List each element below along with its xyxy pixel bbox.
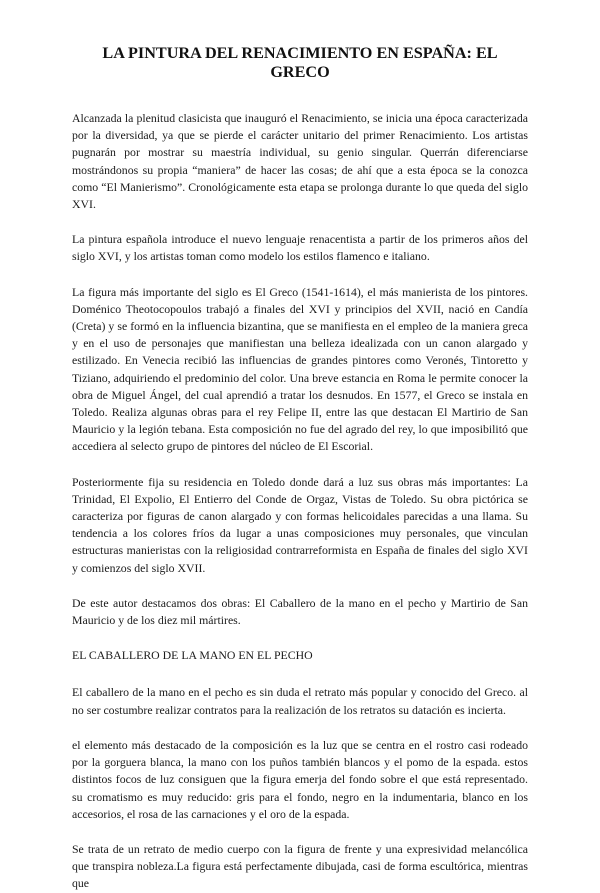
- paragraph-caballero-retrato: Se trata de un retrato de medio cuerpo con la figura de frente y una expresividad melancólica que transpira nobleza.La figura está perfectamente dibujada, casi de forma escultórica, mientras que: [72, 841, 528, 891]
- paragraph-pintura-espanola: La pintura española introduce el nuevo lenguaje renacentista a partir de los primeros años del siglo XVI, y los artistas toman como modelo los estilos flamenco e italiano.: [72, 232, 528, 264]
- paragraph-obras-toledo: Posteriormente fija su residencia en Toledo donde dará a luz sus obras más importantes: La Trinidad, El Expolio, El Entierro del Conde de Orgaz, Vistas de Toledo. Su obra pictórica se caracteriza por figuras de canon alargado y con formas helicoidales parecidas a una llama. Su tendencia a los colores fríos da lugar a unas composiciones muy personales, que vinculan estructuras manieristas con la religiosidad contrarreformista en España de finales del siglo XVI y comienzos del siglo XVII.: [72, 474, 528, 575]
- paragraph-caballero-intro: El caballero de la mano en el pecho es sin duda el retrato más popular y conocido del Greco. al no ser costumbre realizar contratos para la realización de los retratos su datación es incierta.: [72, 685, 528, 717]
- paragraph-obras-destacadas: De este autor destacamos dos obras: El Caballero de la mano en el pecho y Martirio de San Mauricio y de los diez mil mártires.: [72, 595, 528, 628]
- section-heading: EL CABALLERO DE LA MANO EN EL PECHO: [72, 648, 313, 663]
- paragraph-caballero-luz: el elemento más destacado de la composición es la luz que se centra en el rostro casi rodeado por la gorguera blanca, la mano con los puños también blancos y el pomo de la espada. estos distintos focos de luz consiguen que la figura emerja del fondo sobre el que está representado. su cromatismo es muy reducido: gris para el fondo, negro en la indumentaria, blanco en los accesorios, el rosa de las carnaciones y el oro de la espada.: [72, 737, 528, 821]
- paragraph-el-greco-biografia: La figura más importante del siglo es El Greco (1541-1614), el más manierista de los pintores. Doménico Theotocopoulos trabajó a finales del XVI y principios del XVII, nació en Candía (Creta) y se formó en la influencia bizantina, que se manifiesta en el empleo de la maniera greca y en el uso de personajes que manifiestan una belleza idealizada con un canon alargado y estilizado. En Venecia recibió las influencias de grandes pintores como Veronés, Tintoretto y Tiziano, adquiriendo el predominio del color. Una breve estancia en Roma le permite conocer la obra de Miguel Ángel, del cual aprendió a tratar los desnudos. En 1577, el Greco se instala en Toledo. Realiza algunas obras para el rey Felipe II, entre las que destacan El Martirio de San Mauricio y la legión tebana. Esta composición no fue del agrado del rey, lo que imposibilitó que accediera al selecto grupo de pintores del núcleo de El Escorial.: [72, 284, 528, 454]
- document-title: LA PINTURA DEL RENACIMIENTO EN ESPAÑA: EL GRECO: [102, 44, 498, 81]
- paragraph-manierismo: Alcanzada la plenitud clasicista que inauguró el Renacimiento, se inicia una época caracterizada por la diversidad, ya que se pierde el carácter unitario del primer Renacimiento. Los artistas pugnarán por mostrar su maestría individual, su genio singular. Querrán diferenciarse mostrándonos su propia “maniera” de hacer las cosas; de ahí que a esta época se la conozca como “El Manierismo”. Cronológicamente esta etapa se prolonga durante lo que queda del siglo XVI.: [72, 111, 528, 212]
